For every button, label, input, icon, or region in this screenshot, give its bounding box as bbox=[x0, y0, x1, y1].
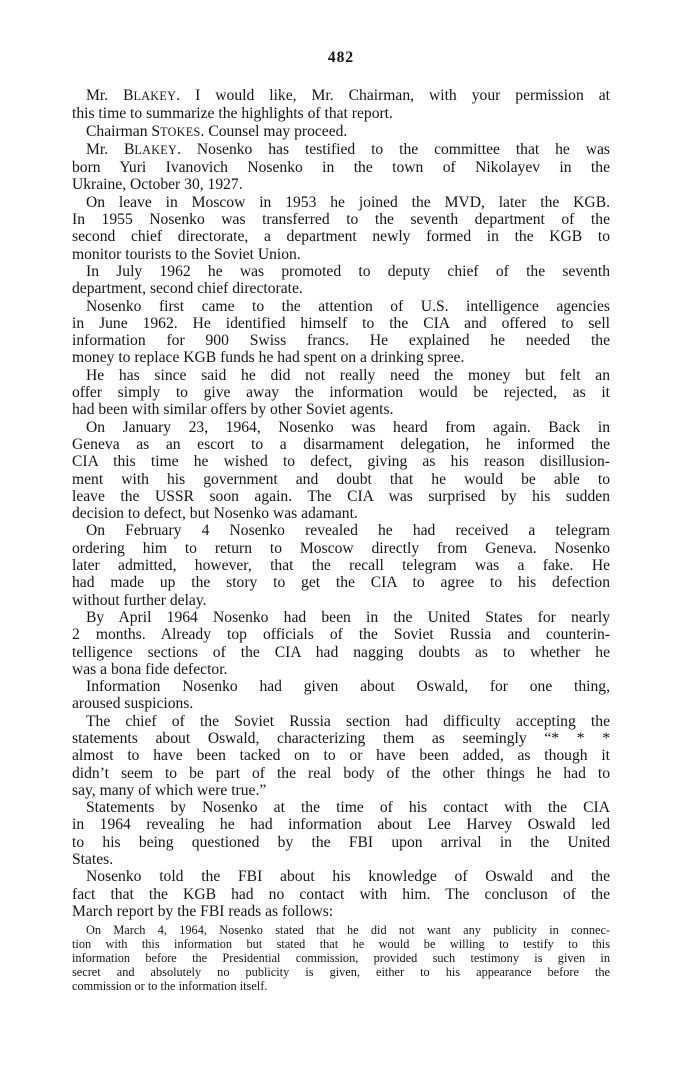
text-line: had made up the story to get the CIA to agree to his defection bbox=[72, 574, 610, 592]
text-line: to his being questioned by the FBI upon arrival in the United bbox=[72, 833, 610, 851]
text-line: Statements by Nosenko at the time of his contact with the CIA bbox=[86, 799, 610, 817]
text-line: He has since said he did not really need the money but felt an bbox=[86, 366, 610, 384]
speaker-name: LAKEY bbox=[133, 89, 177, 103]
text-line: in June 1962. He identified himself to the CIA and offered to sell bbox=[72, 314, 610, 332]
text-line: On January 23, 1964, Nosenko was heard from again. Back in bbox=[86, 418, 610, 436]
text-line: without further delay. bbox=[72, 591, 207, 609]
paragraph bbox=[72, 419, 610, 523]
text-block bbox=[72, 87, 610, 993]
text-line: department, second chief directorate. bbox=[72, 280, 303, 298]
text-line: In July 1962 he was promoted to deputy chief of the seventh bbox=[86, 262, 610, 280]
text-line: this time to summarize the highlights of that report. bbox=[72, 105, 393, 123]
text-line: Chairman STOKES. Counsel may proceed. bbox=[86, 122, 348, 140]
text-line: On February 4 Nosenko revealed he had received a telegram bbox=[86, 522, 610, 540]
text-line: March report by the FBI reads as follows: bbox=[72, 902, 334, 920]
text-line: fact that the KGB had no contact with him. The concluson of the bbox=[72, 885, 610, 903]
text-line: born Yuri Ivanovich Nosenko in the town of Nikolayev in the bbox=[72, 159, 610, 177]
text-line: Ukraine, October 30, 1927. bbox=[72, 176, 243, 194]
text-line: offer simply to give away the information would be rejected, as it bbox=[72, 384, 610, 402]
paragraph bbox=[72, 87, 610, 123]
text-line: Geneva as an escort to a disarmament delegation, he informed the bbox=[72, 435, 610, 453]
paragraph bbox=[72, 713, 610, 799]
text-line: information before the Presidential commission, provided such testimony is given in bbox=[72, 951, 610, 966]
text-line: leave the USSR soon again. The CIA was surprised by his sudden bbox=[72, 487, 610, 505]
text-line: Nosenko told the FBI about his knowledge of Oswald and the bbox=[86, 868, 610, 886]
paragraph bbox=[72, 522, 610, 608]
text-line: later admitted, however, that the recall telegram was a fake. He bbox=[72, 557, 610, 575]
paragraph bbox=[72, 141, 610, 194]
paragraph bbox=[72, 194, 610, 263]
paragraph bbox=[72, 367, 610, 419]
text-line: On leave in Moscow in 1953 he joined the MVD, later the KGB. bbox=[86, 193, 610, 211]
text-line: ment with his government and doubt that he would be able to bbox=[72, 470, 610, 488]
paragraph bbox=[72, 123, 610, 141]
text-line: in 1964 revealing he had information about Lee Harvey Oswald led bbox=[72, 816, 610, 834]
text-line: was a bona fide defector. bbox=[72, 660, 228, 678]
text-line: 2 months. Already top officials of the Soviet Russia and counterin- bbox=[72, 626, 610, 644]
paragraph bbox=[72, 609, 610, 678]
text-line: tion with this information but stated that he would be willing to testify to this bbox=[72, 937, 610, 952]
paragraph bbox=[72, 298, 610, 367]
text-line: ordering him to return to Moscow directly from Geneva. Nosenko bbox=[72, 539, 610, 557]
speaker-name: LAKEY bbox=[134, 142, 178, 157]
text-line: monitor tourists to the Soviet Union. bbox=[72, 245, 301, 263]
text-line: commission or to the information itself. bbox=[72, 979, 268, 994]
paragraph bbox=[72, 263, 610, 298]
text-line: On March 4, 1964, Nosenko stated that he did not want any publicity in connec- bbox=[86, 923, 610, 938]
text-line: States. bbox=[72, 851, 114, 869]
text-line: Mr. BLAKEY. Nosenko has testified to the committee that he was bbox=[86, 140, 610, 158]
text-line: telligence sections of the CIA had nagging doubts as to whether he bbox=[72, 643, 610, 661]
text-line: statements about Oswald, characterizing them as seemingly “* * * bbox=[72, 729, 610, 747]
speaker-name: TOKES bbox=[160, 124, 201, 139]
text-line: second chief directorate, a department newly formed in the KGB to bbox=[72, 228, 610, 246]
page-number: 482 bbox=[327, 49, 355, 66]
text-line: In 1955 Nosenko was transferred to the seventh department of the bbox=[72, 211, 610, 229]
text-line: The chief of the Soviet Russia section had difficulty accepting the bbox=[86, 712, 610, 730]
paragraph bbox=[72, 799, 610, 868]
text-line: didn’t seem to be part of the real body of the other things he had to bbox=[72, 764, 610, 782]
text-line: decision to defect, but Nosenko was adamant. bbox=[72, 505, 358, 523]
paragraph bbox=[72, 868, 610, 920]
text-line: almost to have been tacked on to or have been added, as though it bbox=[72, 747, 610, 765]
text-line: money to replace KGB funds he had spent on a drinking spree. bbox=[72, 349, 465, 367]
paragraph bbox=[72, 678, 610, 713]
text-line: CIA this time he wished to defect, giving as his reason disillusion- bbox=[72, 453, 610, 471]
text-line: By April 1964 Nosenko had been in the United States for nearly bbox=[86, 608, 610, 626]
text-line: secret and absolutely no publicity is given, either to his appearance before the bbox=[72, 965, 610, 980]
text-line: information for 900 Swiss francs. He explained he needed the bbox=[72, 332, 610, 350]
paragraph bbox=[72, 923, 610, 993]
text-line: had been with similar offers by other Soviet agents. bbox=[72, 401, 394, 419]
text-line: Mr. BLAKEY. I would like, Mr. Chairman, with your permission at bbox=[86, 87, 610, 104]
text-line: Nosenko first came to the attention of U.S. intelligence agencies bbox=[86, 297, 610, 315]
text-line: say, many of which were true.” bbox=[72, 781, 267, 799]
text-line: Information Nosenko had given about Oswald, for one thing, bbox=[86, 678, 610, 696]
text-line: aroused suspicions. bbox=[72, 695, 194, 713]
